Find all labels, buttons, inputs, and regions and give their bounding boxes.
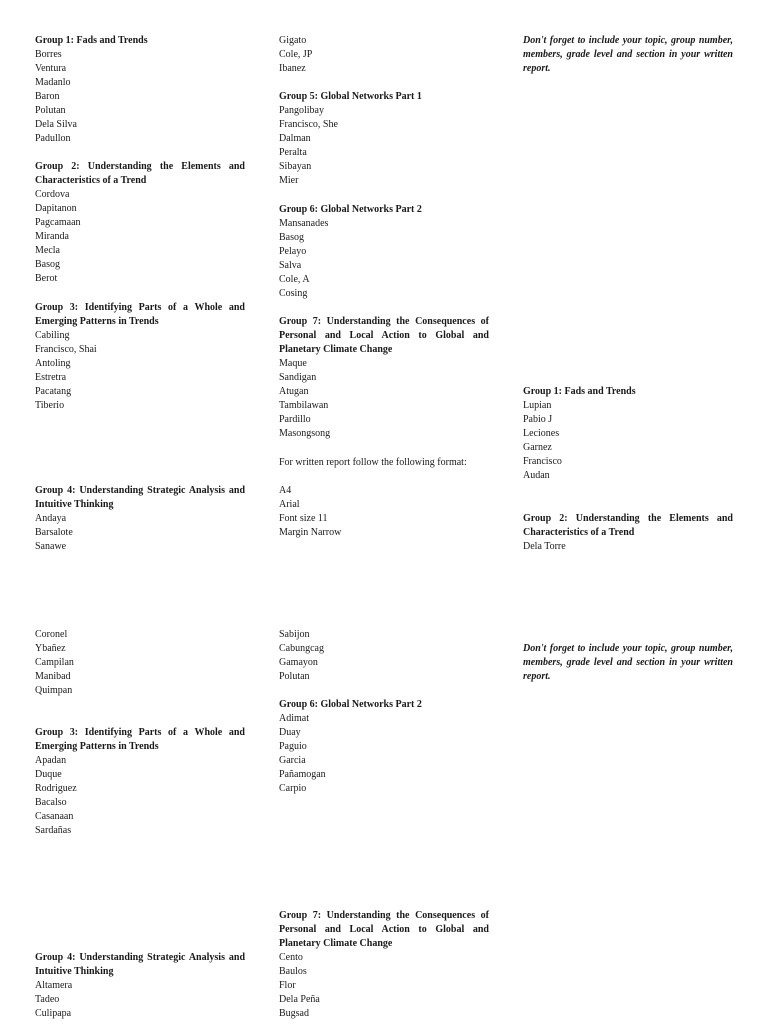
reminder-note	[523, 642, 733, 684]
member-name: Dela Silva	[35, 119, 77, 130]
member-name: Ibanez	[279, 63, 306, 74]
member-name: Carpio	[279, 783, 307, 794]
member-name: Peralta	[279, 147, 307, 158]
group-title: Group 3: Identifying Parts of a Whole and Emerging Patterns in Trends	[35, 727, 245, 752]
member-name: Bugsad	[279, 1008, 309, 1019]
group-block	[523, 385, 733, 483]
member-name: Francisco	[523, 456, 562, 467]
member-name: Mecla	[35, 245, 60, 256]
reminder-text: Don't forget to include your topic, group number, members, grade level and section in your written report.	[523, 35, 733, 74]
format-item: A4	[279, 485, 292, 496]
member-name: Basog	[279, 232, 304, 243]
member-name: Cole, A	[279, 274, 310, 285]
member-name: Culipapa	[35, 1008, 72, 1019]
member-name: Gigato	[279, 35, 307, 46]
member-name: Ybañez	[35, 643, 66, 654]
member-name: Pañamogan	[279, 769, 326, 780]
group-title: Group 7: Understanding the Consequences of Personal and Local Action to Global and Planetary Climate Change	[279, 316, 489, 355]
member-name: Atugan	[279, 386, 309, 397]
member-name: Mier	[279, 175, 299, 186]
group-block	[35, 726, 245, 838]
member-name: Cento	[279, 952, 303, 963]
group-title: Group 1: Fads and Trends	[523, 386, 636, 397]
member-name: Basog	[35, 259, 60, 270]
member-name: Salva	[279, 260, 302, 271]
member-name: Duay	[279, 727, 301, 738]
member-name: Cosing	[279, 288, 308, 299]
member-name: Paguio	[279, 741, 307, 752]
member-name: Sardañas	[35, 825, 72, 836]
member-name: Adimat	[279, 713, 309, 724]
group-title: Group 4: Understanding Strategic Analysis and Intuitive Thinking	[35, 485, 245, 510]
member-name: Francisco, She	[279, 119, 338, 130]
member-list-continued	[35, 628, 245, 698]
member-name: Dapitanon	[35, 203, 77, 214]
member-name: Quimpan	[35, 685, 73, 696]
member-name: Pagcamaan	[35, 217, 81, 228]
member-name: Sandigan	[279, 372, 317, 383]
group-title: Group 7: Understanding the Consequences of Personal and Local Action to Global and Planetary Climate Change	[279, 910, 489, 949]
group-block	[35, 951, 245, 1021]
member-name: Leciones	[523, 428, 560, 439]
member-name: Baron	[35, 91, 60, 102]
member-name: Sabijon	[279, 629, 310, 640]
member-name: Maque	[279, 358, 307, 369]
member-name: Manibad	[35, 671, 71, 682]
group-block	[35, 160, 245, 286]
member-name: Cordova	[35, 189, 70, 200]
member-name: Madanlo	[35, 77, 71, 88]
group-block	[279, 90, 489, 188]
member-name: Duque	[35, 769, 62, 780]
group-block	[35, 34, 245, 146]
member-name: Flor	[279, 980, 296, 991]
member-list-continued	[279, 628, 489, 684]
member-name: Cabungcag	[279, 643, 324, 654]
member-name: Tadeo	[35, 994, 60, 1005]
member-name: Masongsong	[279, 428, 331, 439]
member-name: Altamera	[35, 980, 73, 991]
format-item: Margin Narrow	[279, 527, 342, 538]
format-list	[279, 484, 489, 540]
member-name: Dela Torre	[523, 541, 566, 552]
member-name: Polutan	[35, 105, 66, 116]
member-name: Casanaan	[35, 811, 74, 822]
member-name: Rodriguez	[35, 783, 77, 794]
member-name: Sanawe	[35, 541, 67, 552]
member-name: Ventura	[35, 63, 67, 74]
group-title: Group 2: Understanding the Elements and Characteristics of a Trend	[523, 513, 733, 538]
member-name: Coronel	[35, 629, 68, 640]
member-name: Antoling	[35, 358, 71, 369]
reminder-note	[523, 34, 733, 76]
group-title: Group 1: Fads and Trends	[35, 35, 148, 46]
member-name: Estretra	[35, 372, 67, 383]
member-name: Andaya	[35, 513, 67, 524]
member-name: Pacatang	[35, 386, 72, 397]
member-name: Lupian	[523, 400, 552, 411]
group-block	[279, 698, 489, 796]
member-name: Pardillo	[279, 414, 311, 425]
member-name: Polutan	[279, 671, 310, 682]
member-name: Campilan	[35, 657, 74, 668]
format-intro: For written report follow the following format:	[279, 457, 467, 468]
group-block	[523, 512, 733, 554]
group-title: Group 4: Understanding Strategic Analysis and Intuitive Thinking	[35, 952, 245, 977]
group-title: Group 5: Global Networks Part 1	[279, 91, 422, 102]
member-name: Miranda	[35, 231, 69, 242]
member-name: Barsalote	[35, 527, 73, 538]
group-block	[35, 484, 245, 554]
member-name: Tambilawan	[279, 400, 329, 411]
member-name: Francisco, Shai	[35, 344, 97, 355]
reminder-text: Don't forget to include your topic, group number, members, grade level and section in your written report.	[523, 643, 733, 682]
group-title: Group 3: Identifying Parts of a Whole and Emerging Patterns in Trends	[35, 302, 245, 327]
member-name: Tiberio	[35, 400, 65, 411]
group-title: Group 2: Understanding the Elements and Characteristics of a Trend	[35, 161, 245, 186]
member-name: Dalman	[279, 133, 311, 144]
group-block	[35, 301, 245, 413]
format-item: Arial	[279, 499, 300, 510]
member-name: Cabiling	[35, 330, 70, 341]
member-name: Pabio J	[523, 414, 553, 425]
member-name: Garcia	[279, 755, 306, 766]
member-name: Cole, JP	[279, 49, 313, 60]
group-block	[279, 909, 489, 1021]
member-name: Gamayon	[279, 657, 318, 668]
member-name: Sibayan	[279, 161, 312, 172]
member-name: Dela Peña	[279, 994, 320, 1005]
format-instructions	[279, 456, 489, 470]
member-name: Mansanades	[279, 218, 329, 229]
format-item: Font size 11	[279, 513, 328, 524]
member-name: Pangolibay	[279, 105, 324, 116]
member-name: Berot	[35, 273, 58, 284]
member-name: Borres	[35, 49, 62, 60]
member-name: Apadan	[35, 755, 67, 766]
member-name: Bacalso	[35, 797, 67, 808]
group-title: Group 6: Global Networks Part 2	[279, 699, 422, 710]
group-block	[279, 315, 489, 441]
member-name: Garnez	[523, 442, 552, 453]
member-list-continued	[279, 34, 489, 76]
member-name: Audan	[523, 470, 550, 481]
member-name: Pelayo	[279, 246, 307, 257]
member-name: Baulos	[279, 966, 307, 977]
group-block	[279, 203, 489, 301]
member-name: Padullon	[35, 133, 71, 144]
group-title: Group 6: Global Networks Part 2	[279, 204, 422, 215]
